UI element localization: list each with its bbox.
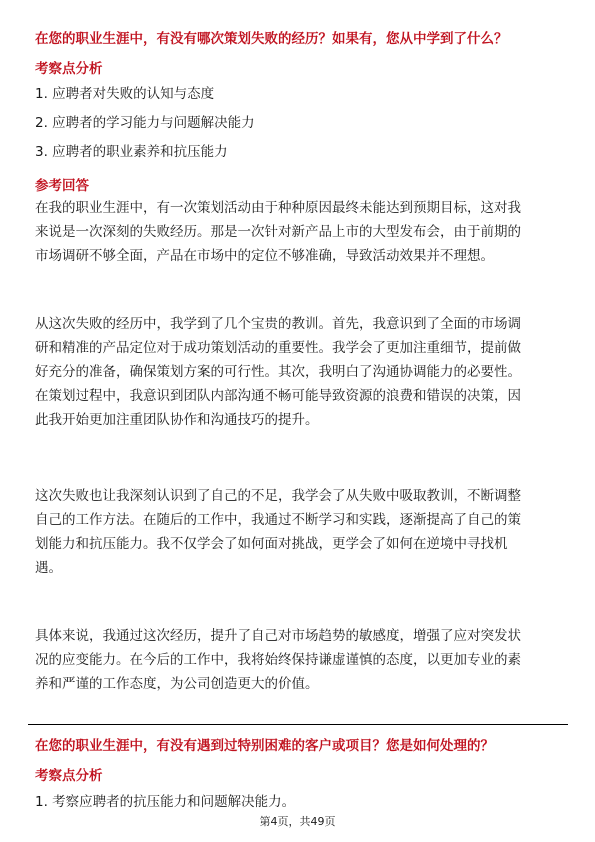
paragraph-line: 具体来说，我通过这次经历，提升了自己对市场趋势的敏感度，增强了应对突发状 [35, 628, 521, 644]
paragraph-line: 自己的工作方法。在随后的工作中，我通过不断学习和实践，逐渐提高了自己的策 [35, 512, 521, 528]
analysis-item: 1. 应聘者对失败的认知与态度 [35, 86, 215, 102]
paragraph-line: 养和严谨的工作态度，为公司创造更大的价值。 [35, 676, 319, 692]
analysis-item: 1. 考察应聘者的抗压能力和问题解决能力。 [35, 794, 296, 810]
paragraph-line: 好充分的准备，确保策划方案的可行性。其次，我明白了沟通协调能力的必要性。 [35, 364, 521, 380]
paragraph-line: 市场调研不够全面，产品在市场中的定位不够准确，导致活动效果并不理想。 [35, 248, 494, 264]
paragraph-line: 遇。 [35, 560, 62, 576]
question-title: 在您的职业生涯中，有没有遇到过特别困难的客户或项目？您是如何处理的？ [35, 738, 494, 754]
analysis-item: 2. 应聘者的学习能力与问题解决能力 [35, 115, 255, 131]
answer-heading: 参考回答 [35, 178, 89, 194]
paragraph-line: 在策划过程中，我意识到团队内部沟通不畅可能导致资源的浪费和错误的决策，因 [35, 388, 521, 404]
page-number: 第4页，共49页 [259, 815, 336, 828]
answer-paragraph [35, 624, 565, 696]
paragraph-line: 况的应变能力。在今后的工作中，我将始终保持谦虚谨慎的态度，以更加专业的素 [35, 652, 521, 668]
section-divider [28, 724, 568, 725]
paragraph-line: 划能力和抗压能力。我不仅学会了如何面对挑战，更学会了如何在逆境中寻找机 [35, 536, 508, 552]
paragraph-line: 此我开始更加注重团队协作和沟通技巧的提升。 [35, 412, 319, 428]
paragraph-line: 研和精准的产品定位对于成功策划活动的重要性。我学会了更加注重细节，提前做 [35, 340, 521, 356]
analysis-heading: 考察点分析 [35, 61, 103, 77]
answer-paragraph [35, 196, 565, 268]
paragraph-line: 来说是一次深刻的失败经历。那是一次针对新产品上市的大型发布会，由于前期的 [35, 224, 521, 240]
answer-paragraph [35, 484, 565, 580]
answer-paragraph [35, 312, 565, 432]
analysis-item: 3. 应聘者的职业素养和抗压能力 [35, 144, 228, 160]
paragraph-line: 在我的职业生涯中，有一次策划活动由于种种原因最终未能达到预期目标，这对我 [35, 200, 521, 216]
paragraph-line: 从这次失败的经历中，我学到了几个宝贵的教训。首先，我意识到了全面的市场调 [35, 316, 521, 332]
analysis-heading: 考察点分析 [35, 768, 103, 784]
paragraph-line: 这次失败也让我深刻认识到了自己的不足，我学会了从失败中吸取教训，不断调整 [35, 488, 521, 504]
question-title: 在您的职业生涯中，有没有哪次策划失败的经历？如果有，您从中学到了什么？ [35, 31, 508, 47]
